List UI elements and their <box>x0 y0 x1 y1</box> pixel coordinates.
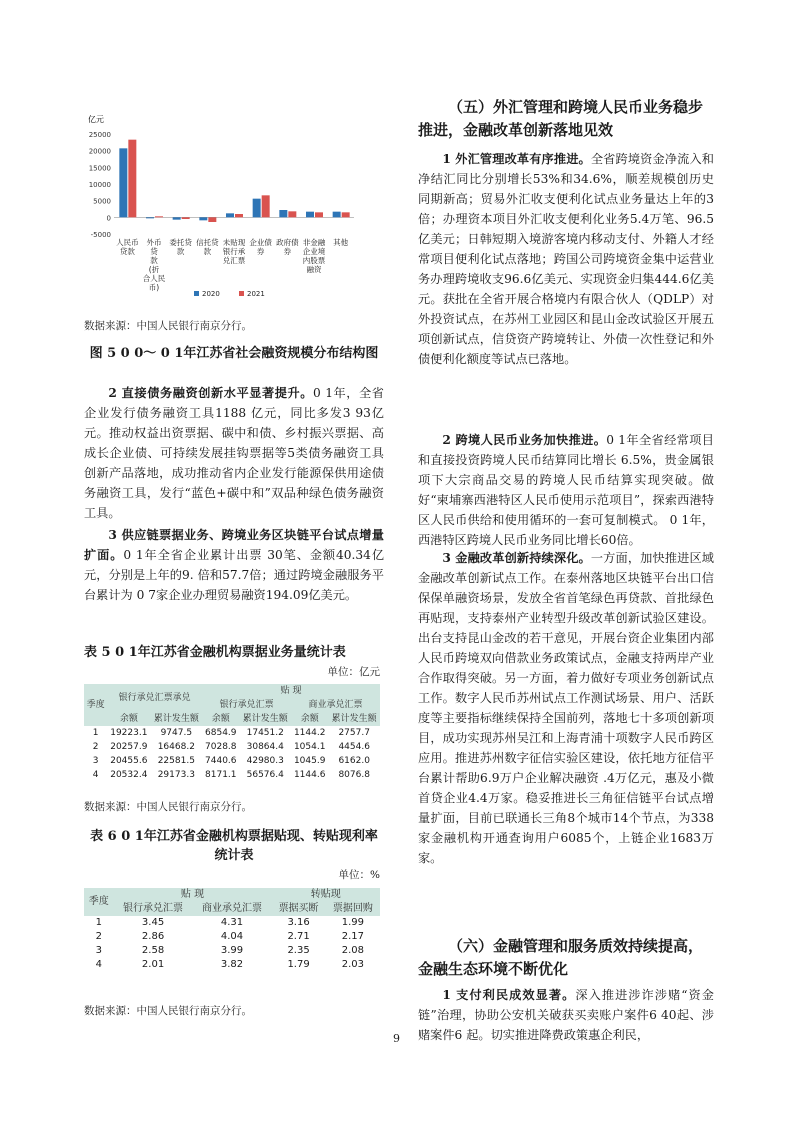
y-tick-label: 25000 <box>88 131 111 139</box>
table-cell: 6854.9 <box>205 728 237 738</box>
page-number: 9 <box>393 1032 400 1045</box>
table-cell: 2 <box>92 742 99 752</box>
bar-2021 <box>315 212 323 217</box>
table-cell: 56576.4 <box>246 770 284 780</box>
paragraph-heading: 2 跨境人民币业务加快推进。 <box>442 433 607 447</box>
table-header-col: 累计发生额 <box>242 714 288 724</box>
bar-2020 <box>306 212 314 218</box>
table-cell: 7028.8 <box>205 742 237 752</box>
table5-caption: 表 5 0 1年江苏省金融机构票据业务量统计表 <box>84 645 346 660</box>
y-tick-label: 15000 <box>88 164 111 173</box>
paragraph-body: 0 1年，全省企业发行债务融资工具1188 亿元，同比多发3 93亿元。推动权益出资票据、碳中和债、乡村振兴票据、高成长企业债、可持续发展挂钩票据等5类债务融资工具创新产品落地，成功推动省内企业发行能源保供用途债务融资工具，发行“蓝色+碳中和”双品种绿色债务融资工具。 <box>84 386 384 520</box>
bar-2020 <box>173 217 181 219</box>
table-cell: 4.04 <box>220 931 244 942</box>
table-cell: 20455.6 <box>110 756 148 766</box>
paragraph-heading: 1 外汇管理改革有序推进。 <box>442 152 591 166</box>
table-header-season: 季度 <box>88 896 109 907</box>
x-category-label: (折 <box>148 265 160 274</box>
table-cell: 20257.9 <box>110 742 148 752</box>
table-cell: 2.17 <box>341 931 364 942</box>
table-cell: 2757.7 <box>338 728 370 738</box>
bar-2021 <box>262 195 270 217</box>
y-tick-label: 0 <box>106 214 111 223</box>
bar-2020 <box>146 217 154 218</box>
x-category-label: 政府债 <box>276 238 299 247</box>
table-cell: 1.79 <box>287 959 310 970</box>
legend-swatch <box>239 291 244 296</box>
x-category-label: 非金融 <box>302 238 326 247</box>
table-cell: 4.31 <box>220 917 244 928</box>
table-header-col: 余额 <box>300 714 319 724</box>
paragraph-cross-border-rmb <box>418 430 714 550</box>
paragraph-body: 0 1年全省经常项目和直接投资跨境人民币结算同比增长 6.5%，贵金属银项下大宗商品交易的跨境人民币结算实现突破。做好“柬埔寨西港特区人民币使用示范项目”，探索西港特区人民币供给和使用循环的一套可复制模式。 0 1年，西港特区跨境人民币业务同比增长60倍。 <box>418 433 714 547</box>
bar-2021 <box>128 140 136 218</box>
paragraph-body: 0 1年全省企业累计出票 30笔、金额40.34亿元，分别是上年的9. 倍和57.7倍；通过跨境金融服务平台累计为 0 7家企业办理贸易融资194.09亿美元。 <box>84 548 385 602</box>
table-header-group: 贴 现 <box>280 686 302 696</box>
table-cell: 20532.4 <box>110 770 148 780</box>
table-row <box>84 754 380 768</box>
paragraph-fx-reform <box>418 149 714 369</box>
table-cell: 42980.3 <box>246 756 284 766</box>
x-category-label: 款 <box>203 247 212 256</box>
x-category-label: 贷款 <box>119 247 135 256</box>
paragraph-heading: 3 供应链票据业务、跨境业务区块链平台试点增量扩面。 <box>84 528 384 562</box>
table-cell: 3.99 <box>220 945 244 956</box>
x-category-label: 银行承 <box>222 247 246 256</box>
paragraph-heading: 3 金融改革创新持续深化。 <box>442 551 591 565</box>
table-header-season: 季度 <box>86 700 105 710</box>
table-row <box>84 930 380 944</box>
paragraph-heading: 2 直接债务融资创新水平显著提升。 <box>108 386 314 400</box>
x-category-label: 合人民 <box>142 274 166 283</box>
paragraph-body: 全省跨境资金净流入和净结汇同比分别增长53%和34.6%，顺差规模创历史同期新高；贸易外汇收支便利化试点业务量达上年的3倍；办理资本项目外汇收支便利化业务5.4万笔、96.5亿美元；日韩短期入境游客境内移动支付、外籍人才经常项目便利化试点落地；跨国公司跨境资金集中运营业务办理跨境收支96.6亿美元、实现资金归集444.6亿美元。获批在全省开展合格境内有限合伙人（QDLP）对外投资试点，在苏州工业园区和昆山金改试验区开展五项创新试点，信贷资产跨境转让、外债一次性登记和外债便利化额度等试点已落地。 <box>418 152 714 366</box>
table-cell: 30864.4 <box>246 742 284 752</box>
y-tick-label: -5000 <box>90 231 111 239</box>
chart-source-note: 数据来源：中国人民银行南京分行。 <box>84 320 252 332</box>
bar-2021 <box>208 217 216 222</box>
y-tick-label: 10000 <box>88 181 111 189</box>
table-header-sub: 银行承兑汇票 <box>219 700 274 710</box>
table5-source-note: 数据来源：中国人民银行南京分行。 <box>84 801 252 813</box>
table-cell: 1045.9 <box>293 756 326 766</box>
paragraph-debt-financing <box>84 383 384 523</box>
table-cell: 2.58 <box>141 945 165 956</box>
section-heading-5: （五）外汇管理和跨境人民币业务稳步推进，金融改革创新落地见效 <box>418 98 704 139</box>
table-cell: 19223.1 <box>110 728 148 738</box>
table-cell: 1054.1 <box>293 742 326 752</box>
x-category-label: 券 <box>283 247 292 256</box>
x-category-label: 币) <box>148 283 160 292</box>
table-cell: 2.71 <box>287 931 310 942</box>
x-category-label: 企业境 <box>302 247 326 256</box>
table-cell: 2 <box>95 931 102 942</box>
table-cell: 22581.5 <box>157 756 195 766</box>
x-category-label: 兑汇票 <box>222 256 246 265</box>
x-category-label: 信托贷 <box>196 238 219 247</box>
table-cell: 1 <box>95 917 102 928</box>
paragraph-supply-chain <box>84 525 384 605</box>
x-category-label: 其他 <box>333 238 349 247</box>
table-header-sub: 商业承兑汇票 <box>308 700 363 710</box>
figure-caption: 图 5 0 0～ 0 1年江苏省社会融资规模分布结构图 <box>89 346 379 361</box>
table-cell: 1144.6 <box>293 770 326 780</box>
bar-2020 <box>119 148 127 217</box>
x-category-label: 企业债 <box>249 238 272 247</box>
bar-2020 <box>279 210 287 217</box>
table-header-col: 票据买断 <box>278 903 319 914</box>
y-tick-label: 20000 <box>88 147 111 156</box>
x-category-label: 融资 <box>306 265 322 274</box>
table-cell: 2.03 <box>341 959 364 970</box>
table6 <box>84 888 380 972</box>
table-cell: 2.35 <box>287 945 310 956</box>
x-category-label: 贷 <box>150 247 158 256</box>
table5 <box>84 684 380 782</box>
bar-2021 <box>288 211 296 217</box>
table-cell: 4 <box>95 959 102 970</box>
table-cell: 4 <box>92 770 99 780</box>
table-cell: 3.16 <box>287 917 310 928</box>
table-cell: 1144.2 <box>293 728 326 738</box>
bar-2020 <box>199 217 207 220</box>
table-header-col: 银行承兑汇票 <box>123 903 184 914</box>
table-row <box>84 944 380 958</box>
paragraph-reform-innovation <box>418 548 714 868</box>
table-header-col: 累计发生额 <box>153 714 199 724</box>
legend-swatch <box>194 291 199 296</box>
x-category-label: 款 <box>176 247 185 256</box>
legend-label: 2021 <box>247 290 265 298</box>
financing-structure-chart <box>84 112 384 300</box>
legend-label: 2020 <box>202 290 220 298</box>
table-cell: 2.86 <box>141 931 165 942</box>
table-header-group: 转贴现 <box>310 889 341 900</box>
section-heading-6: （六）金融管理和服务质效持续提高，金融生态环境不断优化 <box>418 937 704 978</box>
bar-2020 <box>253 199 261 218</box>
table-cell: 1.99 <box>341 917 364 928</box>
table-row <box>84 768 380 782</box>
table-row <box>84 958 380 972</box>
table-header-col: 余额 <box>211 714 230 724</box>
bar-2021 <box>182 217 190 219</box>
table-cell: 4454.6 <box>338 742 370 752</box>
table6-unit: 单位：% <box>338 869 380 881</box>
bar-2020 <box>333 212 341 218</box>
table-cell: 6162.0 <box>338 756 370 766</box>
table-header-group: 银行承兑汇票承兑 <box>118 693 191 703</box>
bar-2020 <box>226 213 234 217</box>
table5-unit: 单位：亿元 <box>327 666 380 678</box>
table-cell: 1 <box>92 728 99 738</box>
x-category-label: 人民币 <box>116 238 139 247</box>
chart-ylabel: 亿元 <box>88 115 104 124</box>
table6-source-note: 数据来源：中国人民银行南京分行。 <box>84 1005 252 1017</box>
x-category-label: 外币 <box>146 238 162 247</box>
table-cell: 7440.6 <box>205 756 237 766</box>
y-tick-label: 5000 <box>93 197 111 206</box>
table-row <box>84 740 380 754</box>
table-row <box>84 916 380 930</box>
table-cell: 17451.2 <box>246 728 284 738</box>
table-cell: 2.08 <box>341 945 364 956</box>
bar-2021 <box>235 214 243 217</box>
table6-caption: 表 6 0 1年江苏省金融机构票据贴现、转贴现利率统计表 <box>90 829 378 863</box>
x-category-label: 内股票 <box>302 256 326 265</box>
table-cell: 3 <box>95 945 102 956</box>
table-header-col: 票据回购 <box>332 903 373 914</box>
table-cell: 29173.3 <box>157 770 195 780</box>
x-category-label: 款 <box>150 256 158 265</box>
table-cell: 16468.2 <box>157 742 195 752</box>
table-header-col: 累计发生额 <box>331 714 377 724</box>
table-cell: 3.45 <box>141 917 165 928</box>
bar-2021 <box>155 216 163 217</box>
x-category-label: 未贴现 <box>222 238 246 247</box>
table-cell: 3 <box>92 756 99 766</box>
x-category-label: 券 <box>256 247 265 256</box>
paragraph-body: 一方面，加快推进区域金融改革创新试点工作。在泰州落地区块链平台出口信保保单融资场景，发放全省首笔绿色再贷款、首批绿色再贴现，支持泰州产业转型升级改革创新试验区建设。出台支持昆山金改的若干意见，开展台资企业集团内部人民币跨境双向借款业务政策试点，金融支持两岸产业合作取得突破。另一方面，着力做好专项业务创新试点工作。数字人民币苏州试点工作测试场景、用户、活跃度等主要指标继续保持全国前列，落地七十多项创新项目，成功实现苏州吴江和上海青浦十项数字人民币跨区应用。推进苏州数字征信实验区建设，依托地方征信平台累计帮助6.9万户企业解决融资 .4万亿元，惠及小微首贷企业4.4万家。稳妥推进长三角征信链平台试点增量扩面，目前已联通长三角8个城市14个节点，为338家金融机构开通查询用户6085个，上链企业1683万家。 <box>418 551 714 865</box>
bar-2021 <box>342 212 350 217</box>
table-row <box>84 726 380 740</box>
table-cell: 8171.1 <box>205 770 237 780</box>
table-cell: 2.01 <box>141 959 165 970</box>
x-category-label: 委托贷 <box>169 238 192 247</box>
table-cell: 3.82 <box>220 959 244 970</box>
table-cell: 9747.5 <box>160 728 193 738</box>
table-cell: 8076.8 <box>338 770 370 780</box>
paragraph-heading: 1 支付利民成效显著。 <box>442 988 576 1002</box>
table-header-col: 商业承兑汇票 <box>201 903 262 914</box>
table-header-col: 余额 <box>119 714 138 724</box>
table-header-group: 贴 现 <box>180 889 205 900</box>
paragraph-body: 深入推进涉诈涉赌“资金链”治理，协助公安机关破获买卖账户案件6 40起、涉赌案件6 起。切实推进降费政策惠企利民， <box>418 988 714 1042</box>
